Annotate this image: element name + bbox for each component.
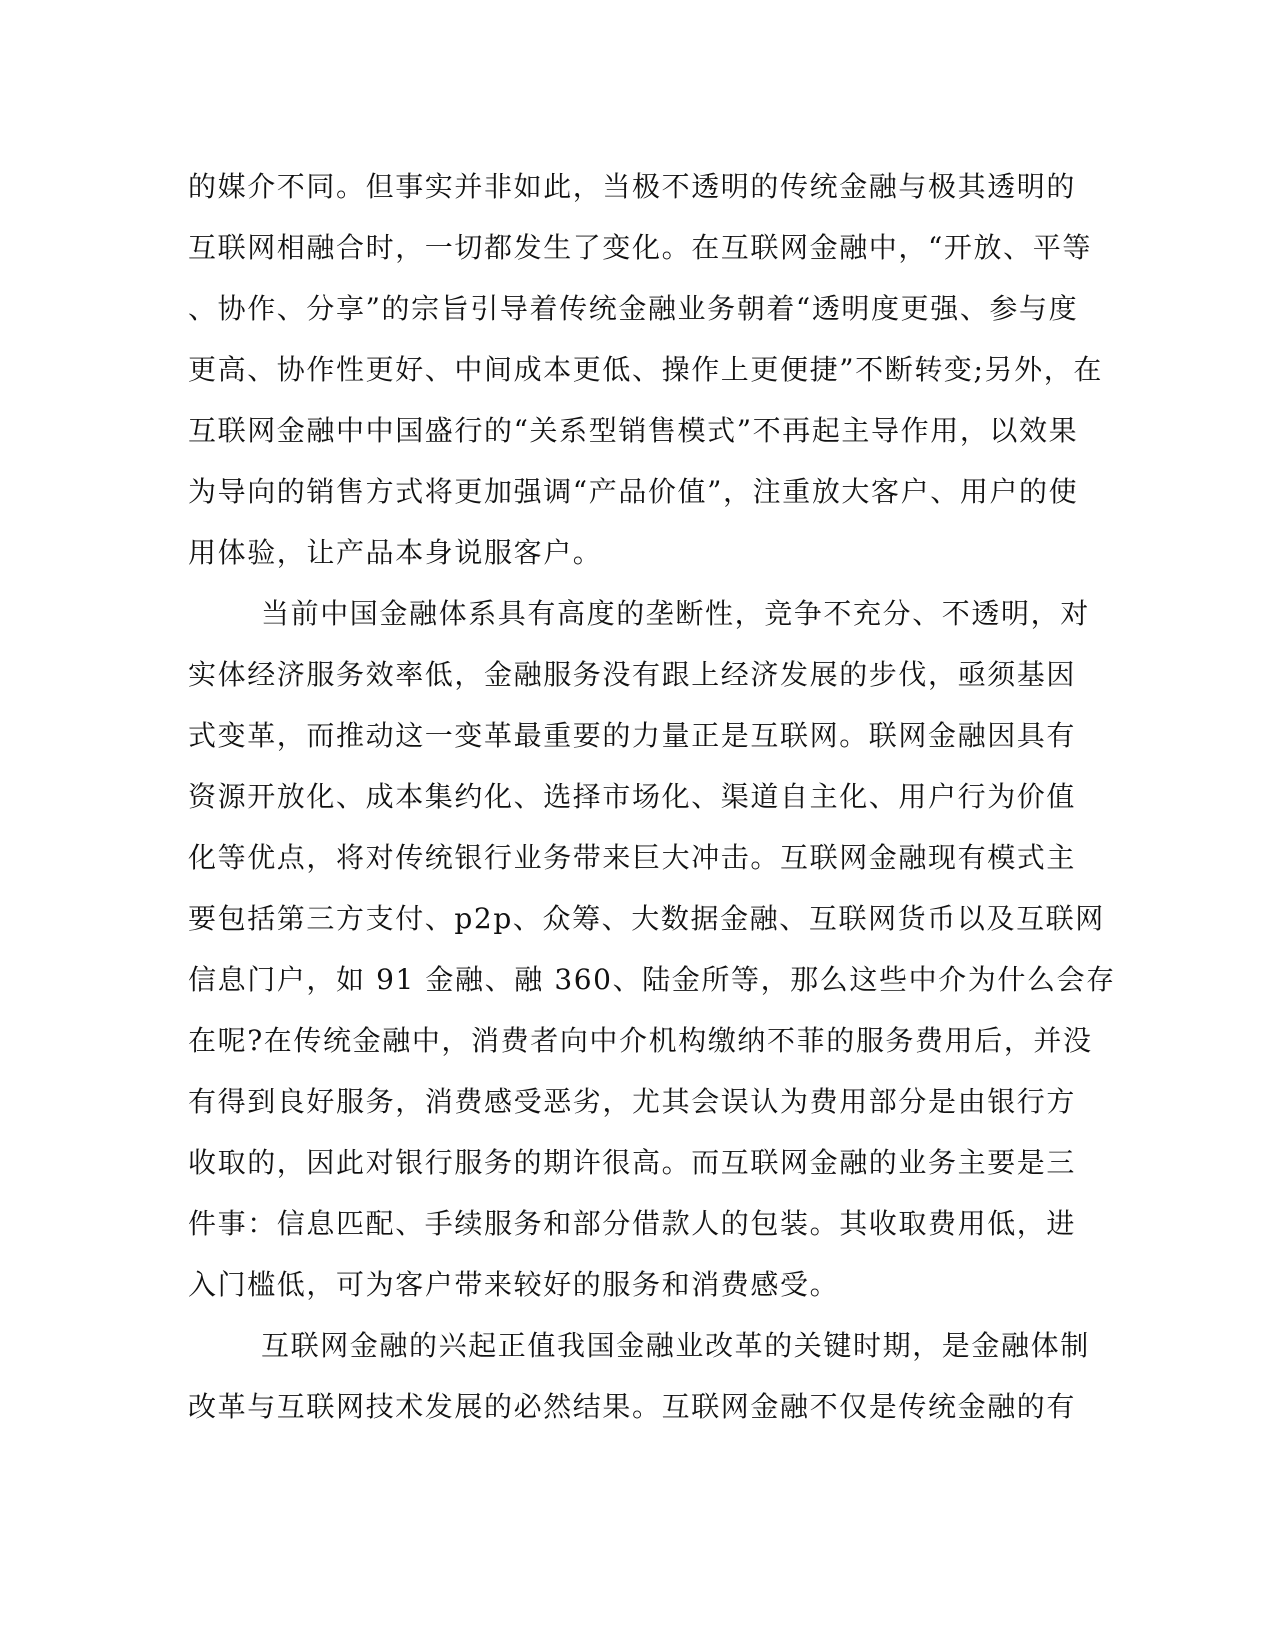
paragraph-first-line: 当前中国金融体系具有高度的垄断性，竞争不充分、不透明，对 (261, 597, 1090, 630)
text-line: 式变革，而推动这一变革最重要的力量正是互联网。联网金融因具有 (188, 719, 1077, 752)
text-line: 用体验，让产品本身说服客户。 (188, 536, 603, 569)
text-line: 信息门户，如 91 金融、融 360、陆金所等，那么这些中介为什么会存 (188, 963, 1116, 996)
text-line: 、协作、分享”的宗旨引导着传统金融业务朝着“透明度更强、参与度 (188, 292, 1079, 325)
text-line: 资源开放化、成本集约化、选择市场化、渠道自主化、用户行为价值 (188, 780, 1077, 813)
text-line: 入门槛低，可为客户带来较好的服务和消费感受。 (188, 1268, 840, 1301)
text-line: 收取的，因此对银行服务的期许很高。而互联网金融的业务主要是三 (188, 1146, 1077, 1179)
body-text (188, 167, 1116, 1448)
paragraph-first-line: 互联网金融的兴起正值我国金融业改革的关键时期，是金融体制 (261, 1329, 1090, 1362)
text-line: 化等优点，将对传统银行业务带来巨大冲击。互联网金融现有模式主 (188, 841, 1077, 874)
text-line: 实体经济服务效率低，金融服务没有跟上经济发展的步伐，亟须基因 (188, 658, 1077, 691)
text-line: 更高、协作性更好、中间成本更低、操作上更便捷”不断转变;另外，在 (188, 353, 1103, 386)
text-line: 为导向的销售方式将更加强调“产品价值”，注重放大客户、用户的使 (188, 475, 1079, 508)
text-line: 要包括第三方支付、p2p、众筹、大数据金融、互联网货币以及互联网 (188, 902, 1105, 935)
text-line: 有得到良好服务，消费感受恶劣，尤其会误认为费用部分是由银行方 (188, 1085, 1077, 1118)
text-line: 互联网相融合时，一切都发生了变化。在互联网金融中，“开放、平等 (188, 231, 1092, 264)
text-line: 的媒介不同。但事实并非如此，当极不透明的传统金融与极其透明的 (188, 170, 1077, 203)
text-line: 互联网金融中中国盛行的“关系型销售模式”不再起主导作用，以效果 (188, 414, 1079, 447)
text-line: 改革与互联网技术发展的必然结果。互联网金融不仅是传统金融的有 (188, 1390, 1077, 1423)
text-line: 在呢?在传统金融中，消费者向中介机构缴纳不菲的服务费用后，并没 (188, 1024, 1093, 1057)
text-line: 件事：信息匹配、手续服务和部分借款人的包装。其收取费用低，进 (188, 1207, 1077, 1240)
